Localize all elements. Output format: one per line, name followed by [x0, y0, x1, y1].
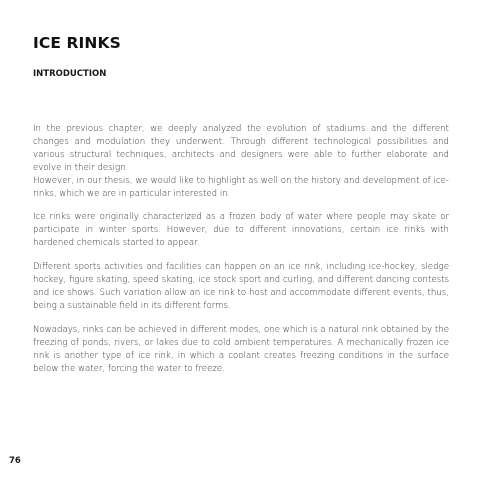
paragraph-1 [33, 123, 449, 200]
paragraph-1-line-1: In the previous chapter, we deeply analyzed the evolution of stadiums and the different changes and modulation they underwent. Through different technological possibilities and various structural techniques, architects and designers were able to further elaborate and evolve in their design. [33, 124, 449, 173]
paragraph-3-text: Different sports activities and facilities can happen on an ice rink, including ice-hockey, sledge hockey, figure skating, speed skating, ice stock sport and curling, and different dancing contests and ice shows. Such variation allow an ice rink to host and accommodate different events, thus, being a sustainable field in its different forms. [33, 262, 449, 311]
paragraph-2-text: Ice rinks were originally characterized as a frozen body of water where people may skate or participate in winter sports. However, due to different innovations, certain ice rinks with hardened chemicals started to appear. [33, 212, 449, 249]
paragraph-2 [33, 211, 449, 250]
body-text [33, 123, 449, 386]
paragraph-3 [33, 261, 449, 313]
paragraph-4-text: Nowadays, rinks can be achieved in different modes, one which is a natural rink obtained by the freezing of ponds, rivers, or lakes due to cold ambient temperatures. A mechanically frozen ice rink is another type of ice rink, in which a coolant creates freezing conditions in the surface below the water, forcing the water to freeze. [33, 324, 449, 374]
page-number: 76 [9, 456, 21, 466]
paragraph-4 [33, 324, 449, 376]
section-heading: INTRODUCTION [33, 69, 107, 79]
page-title: ICE RINKS [33, 34, 121, 52]
paragraph-1-line-2: However, in our thesis, we would like to highlight as well on the history and development of ice-rinks, which we are in particular interested in. [33, 175, 449, 199]
